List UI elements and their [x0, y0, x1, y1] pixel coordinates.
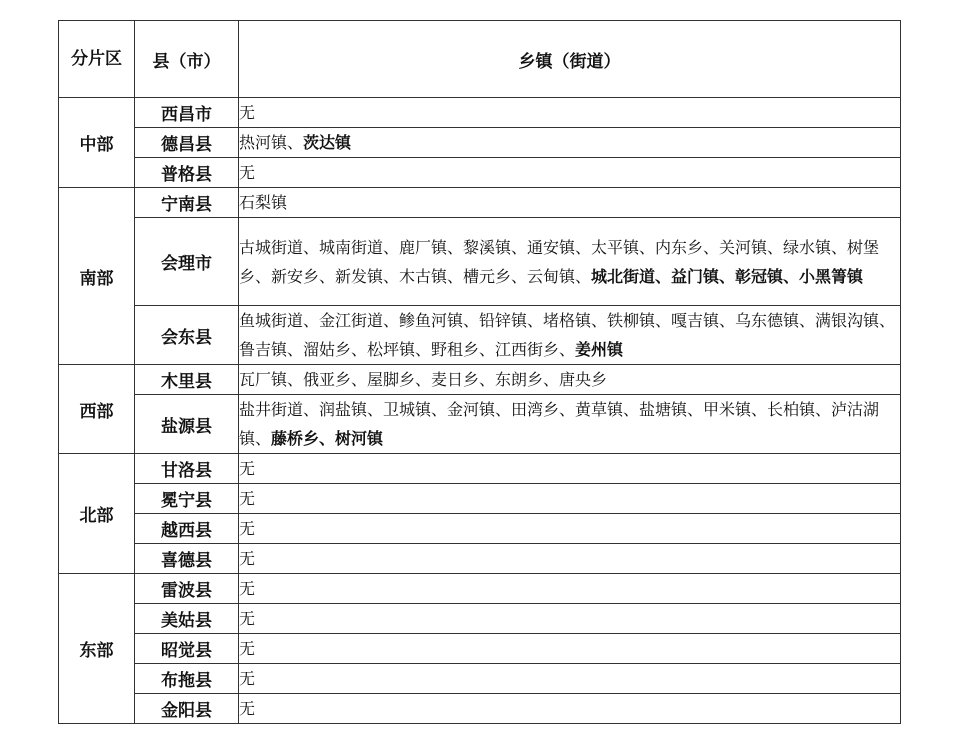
- towns-cell: [239, 98, 901, 128]
- table-row: [59, 98, 901, 128]
- town-text-highlight: 姜州镇: [575, 340, 624, 359]
- county-cell: 普格县: [135, 158, 239, 188]
- towns-cell: [239, 188, 901, 218]
- table-row: [59, 544, 901, 574]
- towns-cell: [239, 634, 901, 664]
- towns-cell: [239, 514, 901, 544]
- towns-cell: [239, 365, 901, 395]
- town-text-highlight: 城北街道、益门镇、彰冠镇、小黑箐镇: [591, 266, 864, 286]
- town-list-table: [58, 20, 901, 724]
- table-row: [59, 188, 901, 218]
- county-cell: 会东县: [135, 306, 239, 365]
- town-text: 盐井街道、润盐镇、卫城镇、金河镇、田湾乡、黄草镇、盐塘镇、甲米镇、长柏镇、泸沽湖镇、: [239, 400, 880, 448]
- towns-cell: [239, 158, 901, 188]
- table-row: [59, 365, 901, 395]
- town-text: 无: [239, 163, 256, 182]
- county-cell: 喜德县: [135, 544, 239, 574]
- town-text: 热河镇、: [239, 133, 304, 152]
- table-row: [59, 158, 901, 188]
- table-row: [59, 604, 901, 634]
- towns-cell: [239, 128, 901, 158]
- table-row: [59, 634, 901, 664]
- county-cell: 昭觉县: [135, 634, 239, 664]
- table-row: [59, 306, 901, 365]
- town-text: 石梨镇: [239, 193, 288, 212]
- towns-cell: [239, 306, 901, 365]
- county-cell: 德昌县: [135, 128, 239, 158]
- town-text: 无: [239, 549, 256, 568]
- town-text: 无: [239, 699, 256, 718]
- towns-cell: [239, 218, 901, 306]
- county-cell: 布拖县: [135, 664, 239, 694]
- town-text: 无: [239, 579, 256, 598]
- region-cell: 北部: [59, 454, 135, 574]
- town-text: 古城街道、城南街道、鹿厂镇、黎溪镇、通安镇、太平镇、内东乡、关河镇、绿水镇、树堡乡、新安乡、新发镇、木古镇、槽元乡、云甸镇、: [239, 237, 880, 286]
- town-text: 无: [239, 519, 256, 538]
- header-row: [59, 21, 901, 98]
- county-cell: 雷波县: [135, 574, 239, 604]
- table-row: [59, 514, 901, 544]
- towns-cell: [239, 395, 901, 454]
- towns-cell: [239, 694, 901, 724]
- header-region: 分片区: [59, 21, 135, 98]
- header-county: 县（市）: [135, 21, 239, 98]
- county-cell: 冕宁县: [135, 484, 239, 514]
- county-cell: 越西县: [135, 514, 239, 544]
- county-cell: 甘洛县: [135, 454, 239, 484]
- region-cell: 南部: [59, 188, 135, 365]
- towns-cell: [239, 454, 901, 484]
- town-text: 瓦厂镇、俄亚乡、屋脚乡、麦日乡、东朗乡、唐央乡: [239, 370, 608, 389]
- region-cell: 东部: [59, 574, 135, 724]
- towns-cell: [239, 604, 901, 634]
- towns-cell: [239, 574, 901, 604]
- county-cell: 盐源县: [135, 395, 239, 454]
- table-row: [59, 664, 901, 694]
- county-cell: 美姑县: [135, 604, 239, 634]
- table-row: [59, 484, 901, 514]
- table-row: [59, 218, 901, 306]
- town-text: 鱼城街道、金江街道、鲹鱼河镇、铅锌镇、堵格镇、铁柳镇、嘎吉镇、乌东德镇、满银沟镇、鲁吉镇、溜姑乡、松坪镇、野租乡、江西街乡、: [239, 311, 896, 359]
- table-row: [59, 395, 901, 454]
- county-cell: 金阳县: [135, 694, 239, 724]
- town-text: 无: [239, 103, 256, 122]
- county-cell: 会理市: [135, 218, 239, 306]
- town-text-highlight: 藤桥乡、树河镇: [271, 429, 384, 448]
- table-row: [59, 574, 901, 604]
- region-cell: 西部: [59, 365, 135, 454]
- county-cell: 西昌市: [135, 98, 239, 128]
- town-text-highlight: 茨达镇: [303, 133, 352, 152]
- town-text: 无: [239, 609, 256, 628]
- towns-cell: [239, 664, 901, 694]
- region-cell: 中部: [59, 98, 135, 188]
- town-text: 无: [239, 489, 256, 508]
- table-row: [59, 454, 901, 484]
- table-row: [59, 128, 901, 158]
- town-text: 无: [239, 669, 256, 688]
- town-text: 无: [239, 639, 256, 658]
- towns-cell: [239, 484, 901, 514]
- county-cell: 木里县: [135, 365, 239, 395]
- town-text: 无: [239, 459, 256, 478]
- header-towns: 乡镇（街道）: [239, 21, 901, 98]
- table-row: [59, 694, 901, 724]
- towns-cell: [239, 544, 901, 574]
- county-cell: 宁南县: [135, 188, 239, 218]
